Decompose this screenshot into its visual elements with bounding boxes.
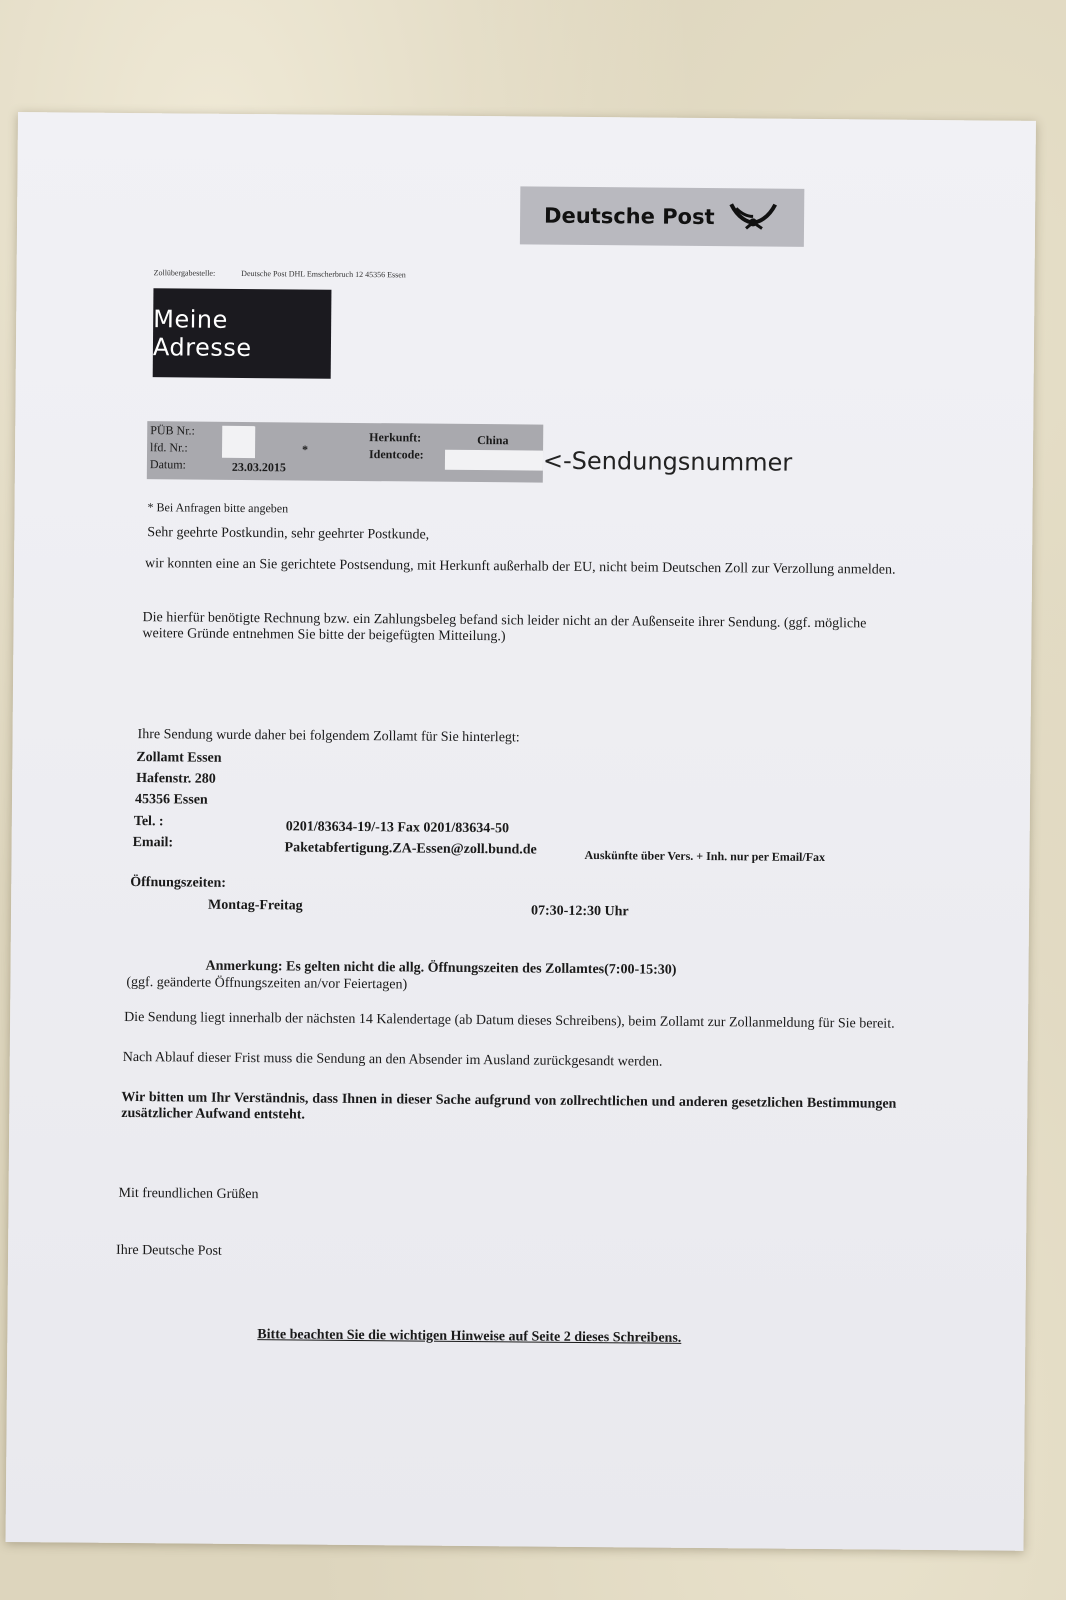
office-name: Zollamt Essen: [136, 750, 222, 766]
origin-label: Herkunft:: [369, 430, 422, 445]
hours-label: Öffnungszeiten:: [130, 875, 227, 891]
footer-note: Bitte beachten Sie die wichtigen Hinweise auf Seite 2 dieses Schreibens.: [257, 1327, 682, 1346]
sender-address: Deutsche Post DHL Emscherbruch 12 45356 Essen: [241, 268, 406, 280]
hours-time: 07:30-12:30 Uhr: [530, 903, 629, 920]
office-city: 45356 Essen: [134, 792, 208, 808]
paragraph-6: Wir bitten um Ihr Verständnis, dass Ihnen in dieser Sache aufgrund von zollrechtlichen und anderen gesetzlichen Bestimmungen zusätzlicher Aufwand entsteht.: [121, 1089, 897, 1123]
paragraph-2: Die hierfür benötigte Rechnung bzw. ein Zahlungsbeleg befand sich leider nicht an der Außenseite ihrer Sendung. (ggf. mögliche weitere Gründe entnehmen Sie bitte der beigefügten Mitteilung.): [142, 610, 867, 645]
pub-label: PÜB Nr.:: [150, 423, 195, 438]
closing-greeting: Mit freundlichen Grüßen: [118, 1185, 259, 1203]
paragraph-1: wir konnten eine an Sie gerichtete Postsendung, mit Herkunft außerhalb der EU, nicht beim Deutschen Zoll zur Verzollung anmelden.: [144, 556, 896, 578]
date-value: 23.03.2015: [231, 459, 286, 475]
email-label: Email:: [132, 835, 174, 851]
asterisk-mark: *: [302, 442, 309, 457]
remark: Anmerkung: Es gelten nicht die allg. Öffnungszeiten des Zollamtes(7:00-15:30): [205, 958, 677, 978]
footnote: * Bei Anfragen bitte angeben: [147, 500, 289, 516]
date-label: Datum:: [149, 457, 186, 472]
brand-name: Deutsche Post: [544, 203, 715, 230]
tel-value: 0201/83634-19/-13 Fax 0201/83634-50: [285, 819, 510, 837]
redacted-identcode: [445, 450, 543, 471]
hours-days: Montag-Freitag: [208, 897, 303, 914]
paragraph-3: Ihre Sendung wurde daher bei folgendem Zollamt für Sie hinterlegt:: [137, 727, 520, 746]
remark-sub: (ggf. geänderte Öffnungszeiten an/vor Feiertagen): [126, 974, 408, 993]
signature: Ihre Deutsche Post: [116, 1242, 222, 1259]
deutsche-post-logo: [520, 186, 804, 246]
redacted-pub-number: [222, 426, 255, 458]
reference-box: [147, 421, 543, 482]
lfd-label: lfd. Nr.:: [150, 440, 188, 455]
tel-label: Tel. :: [133, 814, 164, 830]
post-horn-icon: [728, 200, 778, 235]
identcode-annotation: <-Sendungsnummer: [542, 446, 793, 477]
recipient-address-label: Meine Adresse: [152, 304, 252, 362]
sender-label: Zollübergabestelle:: [153, 268, 216, 278]
paragraph-5: Nach Ablauf dieser Frist muss die Sendung an den Absender im Ausland zurückgesandt werden.: [122, 1049, 663, 1070]
email-value[interactable]: Paketabfertigung.ZA-Essen@zoll.bund.de: [284, 840, 537, 858]
recipient-address-box: [153, 288, 332, 379]
email-note: Auskünfte über Vers. + Inh. nur per Email/Fax: [584, 847, 826, 865]
identcode-label: Identcode:: [368, 447, 424, 462]
paragraph-4: Die Sendung liegt innerhalb der nächsten 14 Kalendertage (ab Datum dieses Schreibens), beim Zollamt zur Zollanmeldung für Sie bereit.: [124, 1009, 895, 1032]
sender-line: [154, 268, 430, 279]
origin-value: China: [477, 433, 509, 448]
salutation: Sehr geehrte Postkundin, sehr geehrter Postkunde,: [147, 525, 430, 543]
letter-page: [6, 112, 1036, 1551]
office-street: Hafenstr. 280: [136, 771, 216, 787]
